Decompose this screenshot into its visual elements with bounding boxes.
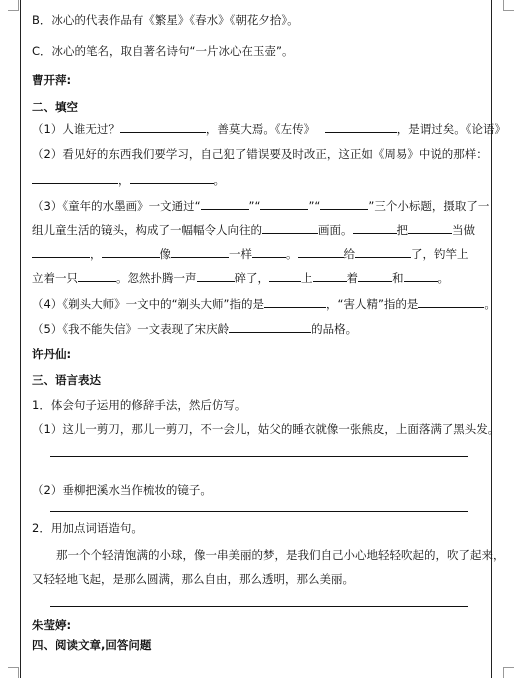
answer-blank[interactable] [404,270,438,282]
student-name: 曹开萍: [32,73,72,87]
answer-blank[interactable] [264,296,326,308]
answer-blank[interactable] [355,246,411,258]
answer-line[interactable] [50,511,468,512]
choice-c: C．冰心的笔名，取自著名诗句“一片冰心在玉壶”。 [32,44,294,58]
corner-mark [503,0,514,11]
fill-q2: （2）看见好的东西我们要学习，自己犯了错误要及时改正，这正如《周易》中说的那样： [32,147,488,161]
answer-blank[interactable] [269,270,301,282]
answer-line[interactable] [50,606,468,607]
fill-q3-line3: ， 像 一样 。 给 了，钓竿上 [32,246,469,262]
answer-blank[interactable] [32,246,90,258]
answer-blank[interactable] [418,296,484,308]
answer-blank[interactable] [358,270,392,282]
answer-blank[interactable] [325,121,397,133]
corner-mark [503,667,514,678]
answer-blank[interactable] [171,246,229,258]
task-2: 2．用加点词语造句。 [32,521,143,535]
answer-blank[interactable] [197,270,235,282]
answer-blank[interactable] [408,222,452,234]
fill-q4: （4）《剃头大师》一文中的“剃头大师”指的是 ，“害人精”指的是 。 [32,297,496,311]
section-title-language: 三、语言表达 [32,373,101,387]
corner-mark [8,0,19,11]
answer-blank[interactable] [298,246,344,258]
fill-q3-line1: （3）《童年的水墨画》一文通过“ ”“ ”“ ”三个小标题，摄取了一 [32,199,490,213]
answer-blank[interactable] [313,270,347,282]
answer-blank[interactable] [252,246,286,258]
answer-blank[interactable] [120,121,206,133]
sentence-2: （2）垂柳把溪水当作梳妆的镜子。 [32,483,212,497]
fill-q3-line2: 组儿童生活的镜头，构成了一幅幅令人向往的 画面。 把 当做 [32,223,475,237]
choice-b: B．冰心的代表作品有《繁星》《春水》《朝花夕拾》。 [32,13,299,27]
fill-q5: （5）《我不能失信》一文表现了宋庆龄 的品格。 [32,322,358,336]
answer-blank[interactable] [229,321,311,333]
answer-blank[interactable] [78,270,116,282]
passage-line1: 那一个个轻清饱满的小球，像一串美丽的梦，是我们自己小心地轻轻吹起的，吹了起来， [56,548,505,562]
fill-q3-line4: 立着一只 。忽然扑腾一声 碎了， 上 着 和 。 [32,271,449,285]
answer-blank[interactable] [260,198,308,210]
passage-line2: 又轻轻地飞起，是那么圆满，那么自由，那么透明，那么美丽。 [32,572,354,586]
student-name: 朱莹婷: [32,618,72,632]
section-title-fill-in: 二、填空 [32,100,78,114]
answer-blank[interactable] [353,222,397,234]
corner-mark [8,667,19,678]
answer-blank[interactable] [201,198,249,210]
sentence-1: （1）这儿一剪刀，那儿一剪刀，不一会儿，姑父的睡衣就像一张熊皮，上面落满了黑头发。 [32,422,500,436]
fill-q2-answers: ， 。 [32,172,225,188]
task-1: 1．体会句子运用的修辞手法，然后仿写。 [32,398,247,412]
student-name: 许丹仙: [32,347,72,361]
answer-blank[interactable] [262,222,318,234]
answer-line[interactable] [50,456,468,457]
answer-blank[interactable] [102,246,160,258]
answer-blank[interactable] [130,172,214,184]
section-title-reading: 四、阅读文章,回答问题 [32,638,152,652]
fill-q1: （1）人谁无过？ ，善莫大焉。《左传》 ，是谓过矣。《论语》 [32,122,506,136]
answer-blank[interactable] [320,198,368,210]
answer-blank[interactable] [32,172,118,184]
